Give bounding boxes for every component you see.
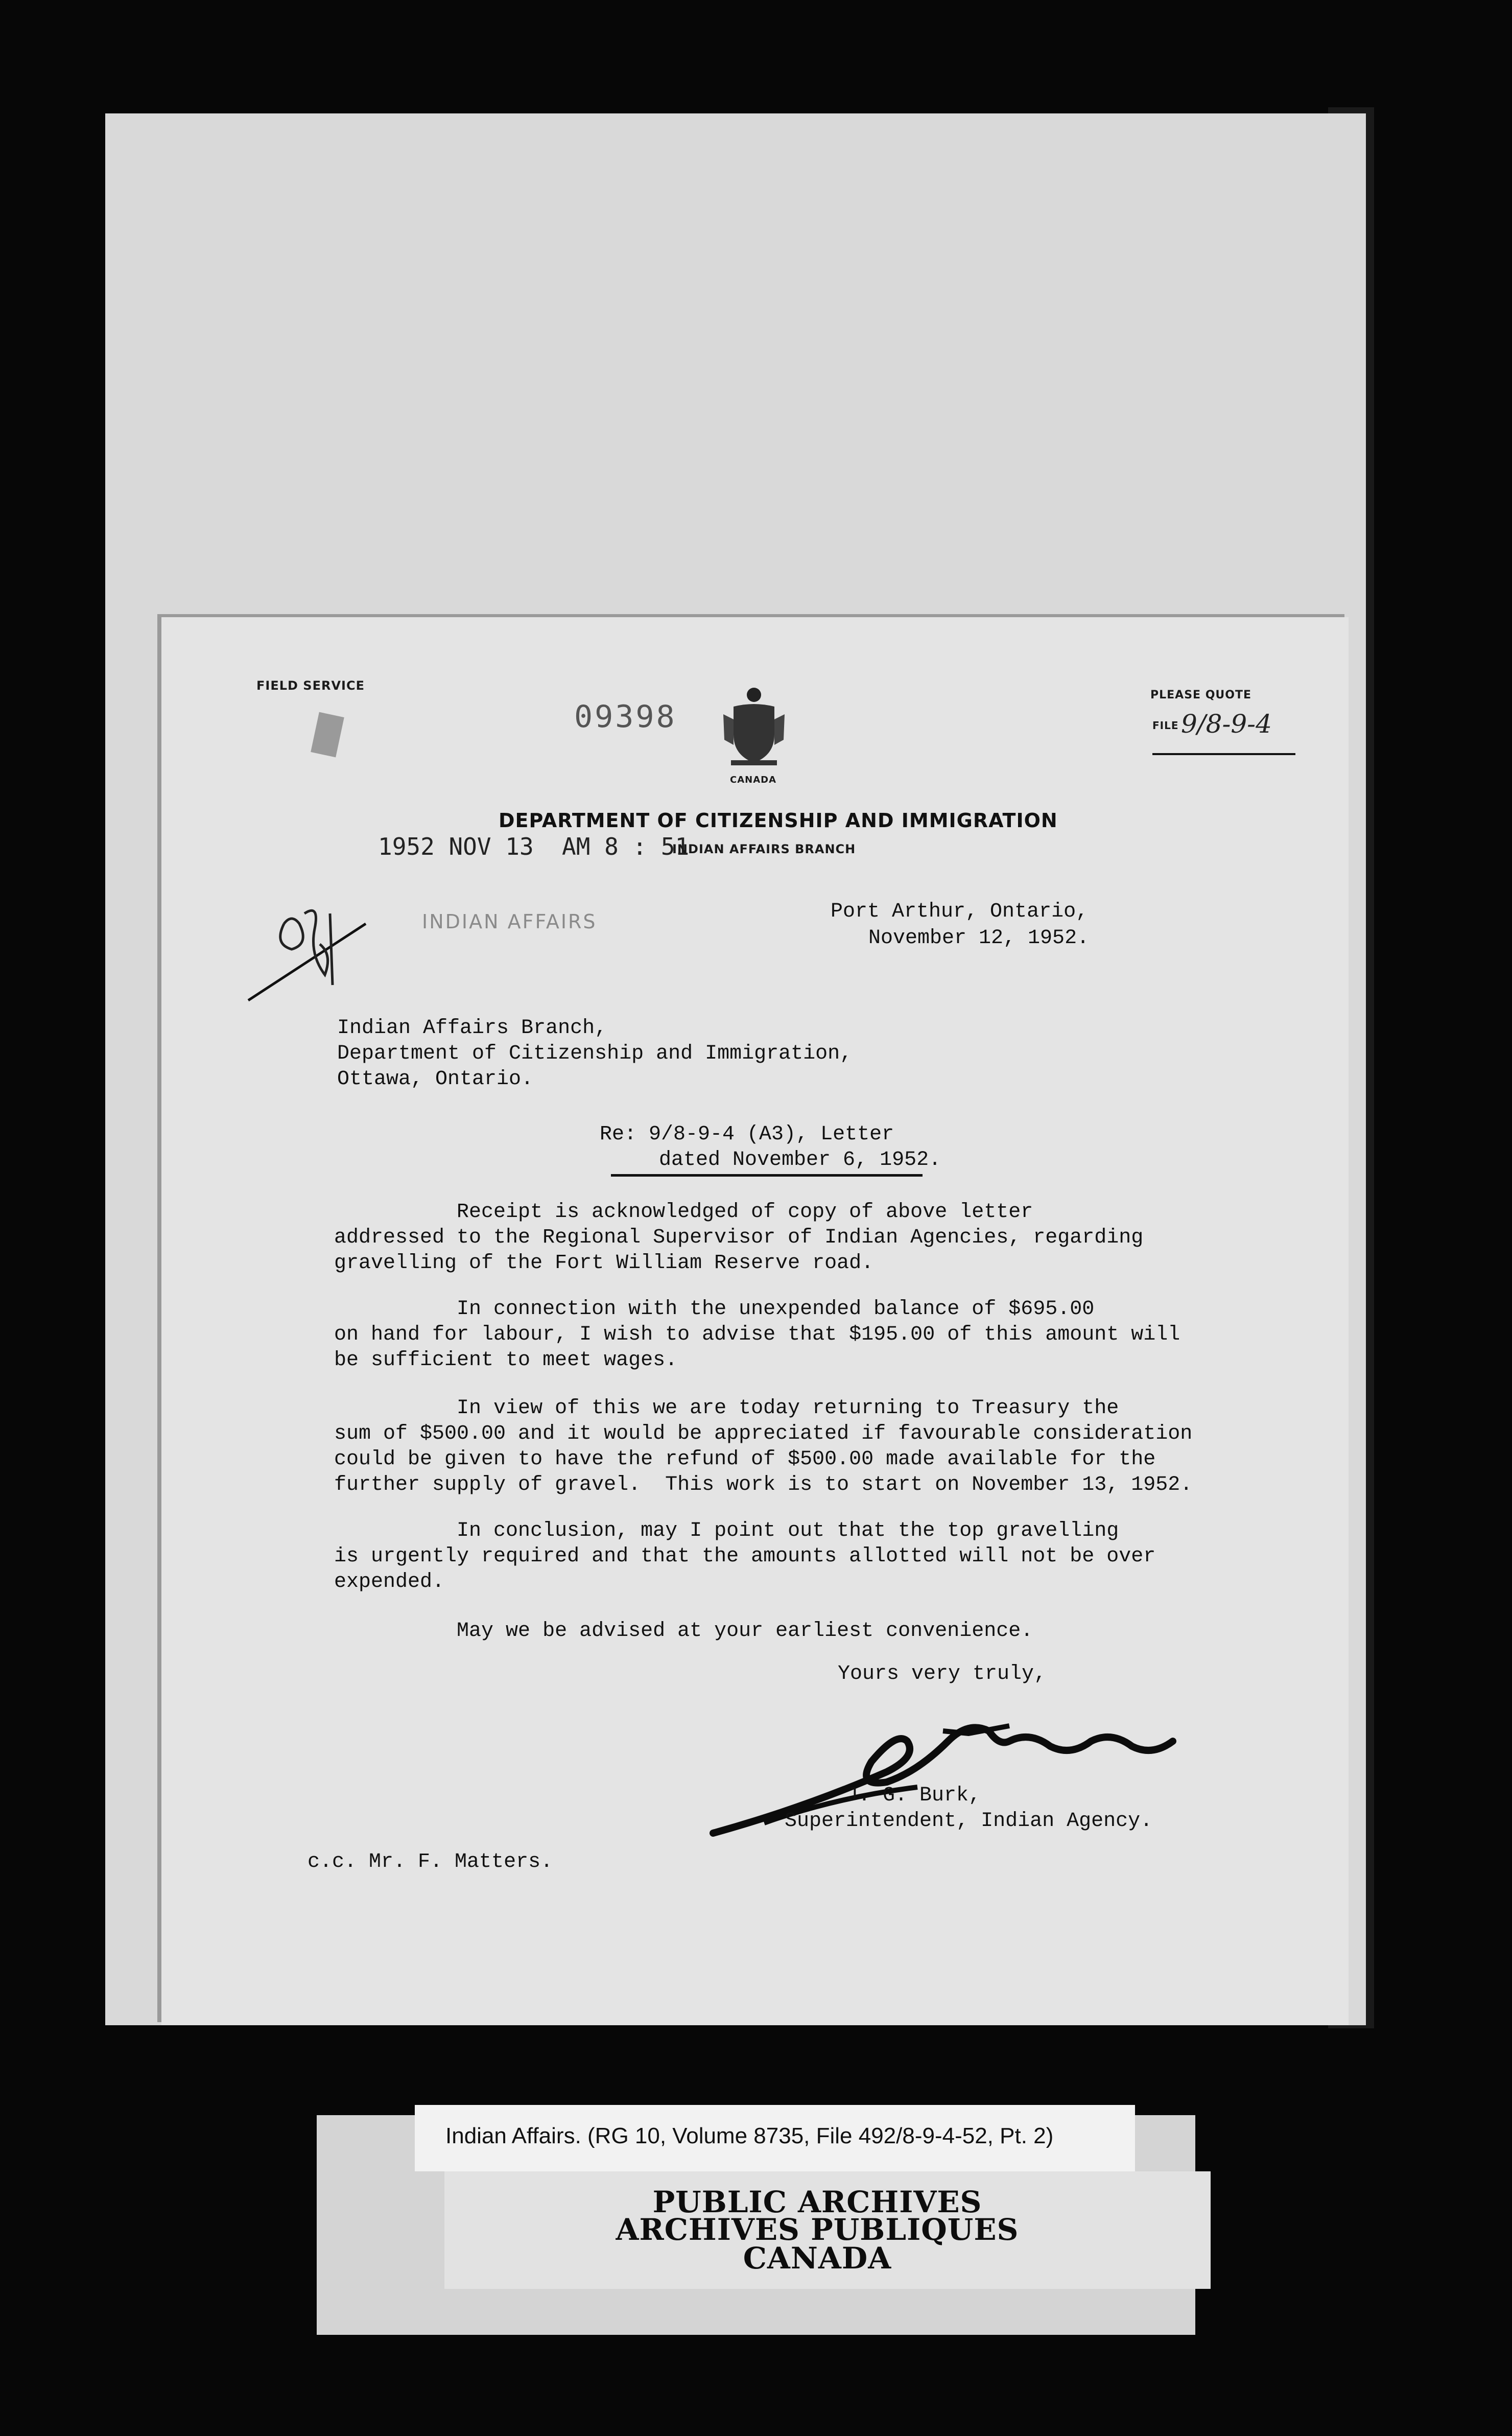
- paragraph-3-line-4: further supply of gravel. This work is to start on November 13, 1952.: [334, 1473, 1193, 1496]
- signatory-name: J. G. Burk,: [846, 1784, 981, 1807]
- closing-salutation: Yours very truly,: [838, 1662, 1047, 1685]
- paragraph-2-line-3: be sufficient to meet wages.: [334, 1349, 678, 1372]
- paragraph-4-line-2: is urgently required and that the amounts allotted will not be over: [334, 1545, 1156, 1568]
- indian-affairs-stamp: INDIAN AFFAIRS: [422, 910, 597, 933]
- archives-title-country: CANADA: [743, 2241, 892, 2276]
- paragraph-1-line-1: Receipt is acknowledged of copy of above letter: [334, 1201, 1033, 1224]
- letter-date: November 12, 1952.: [868, 927, 1090, 950]
- reference-line-2: dated November 6, 1952.: [659, 1149, 941, 1172]
- paragraph-4-line-3: expended.: [334, 1571, 445, 1594]
- branch-title: INDIAN AFFAIRS BRANCH: [672, 842, 856, 856]
- archives-title-french: ARCHIVES PUBLIQUES: [616, 2212, 1019, 2247]
- file-number-underline: [1152, 753, 1295, 755]
- ink-mark: [311, 712, 344, 758]
- coat-of-arms-emblem: [718, 684, 790, 770]
- addressee-line-2: Department of Citizenship and Immigration,: [337, 1042, 853, 1065]
- file-label: FILE: [1152, 719, 1179, 732]
- paragraph-1-line-2: addressed to the Regional Supervisor of Indian Agencies, regarding: [334, 1226, 1144, 1249]
- paragraph-4-line-1: In conclusion, may I point out that the top gravelling: [334, 1519, 1119, 1542]
- signatory-title: Superintendent, Indian Agency.: [785, 1810, 1153, 1833]
- archive-citation: Indian Affairs. (RG 10, Volume 8735, File 492/8-9-4-52, Pt. 2): [445, 2123, 1054, 2148]
- letter-page: [161, 617, 1349, 2025]
- department-title: DEPARTMENT OF CITIZENSHIP AND IMMIGRATION: [499, 809, 1058, 832]
- coat-of-arms-caption: CANADA: [730, 775, 777, 785]
- handwritten-initials: [243, 893, 376, 1005]
- paragraph-2-line-2: on hand for labour, I wish to advise that $195.00 of this amount will: [334, 1323, 1180, 1346]
- archives-title-english: PUBLIC ARCHIVES: [652, 2185, 982, 2219]
- paragraph-5-line-1: May we be advised at your earliest convenience.: [334, 1620, 1033, 1643]
- addressee-line-3: Ottawa, Ontario.: [337, 1068, 534, 1091]
- field-service-label: FIELD SERVICE: [256, 678, 365, 693]
- paragraph-3-line-1: In view of this we are today returning to Treasury the: [334, 1397, 1119, 1420]
- received-date-stamp: 1952 NOV 13 AM 8 : 51: [378, 833, 690, 860]
- paragraph-2-line-1: In connection with the unexpended balance of $695.00: [334, 1298, 1095, 1321]
- file-number-handwritten: 9/8-9-4: [1181, 709, 1272, 739]
- paragraph-3-line-2: sum of $500.00 and it would be appreciated if favourable consideration: [334, 1422, 1193, 1445]
- addressee-line-1: Indian Affairs Branch,: [337, 1017, 607, 1040]
- paragraph-1-line-3: gravelling of the Fort William Reserve road.: [334, 1252, 874, 1275]
- registry-number-stamp: 09398: [574, 699, 677, 735]
- reference-line-1: Re: 9/8-9-4 (A3), Letter: [600, 1123, 894, 1146]
- carbon-copy-line: c.c. Mr. F. Matters.: [308, 1851, 553, 1873]
- paragraph-3-line-3: could be given to have the refund of $500.00 made available for the: [334, 1448, 1156, 1471]
- please-quote-label: PLEASE QUOTE: [1150, 689, 1252, 701]
- reference-underline: [611, 1174, 923, 1177]
- sender-place: Port Arthur, Ontario,: [831, 900, 1089, 923]
